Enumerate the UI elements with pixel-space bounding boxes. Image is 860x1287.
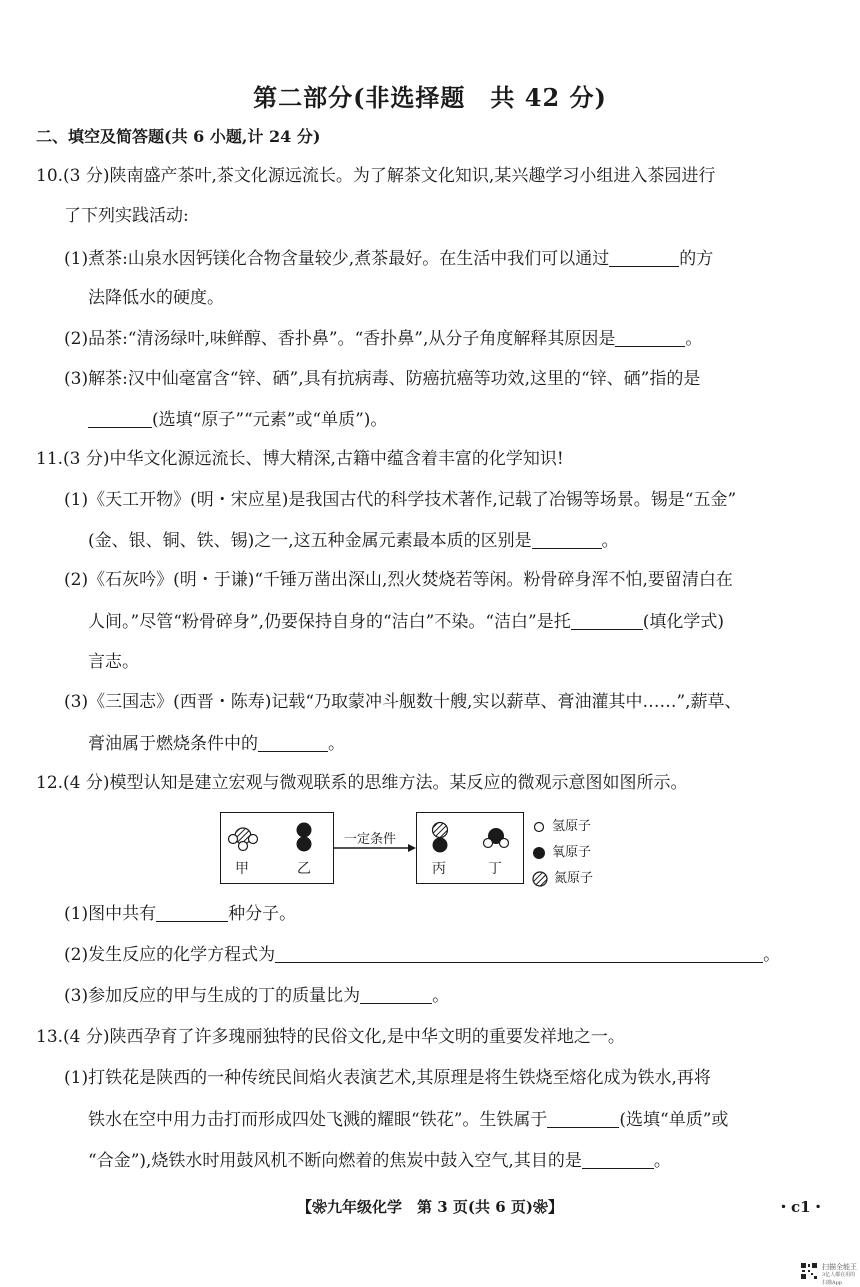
q12-sub2-text: (2)发生反应的化学方程式为 [64, 945, 276, 965]
hydrogen-atom-icon [229, 835, 238, 844]
watermark-line1: 扫描全能王 [822, 1263, 857, 1271]
molecule-o2 [297, 823, 312, 852]
atom-legend [532, 814, 593, 892]
q11-sub2-cont [88, 611, 724, 632]
q10-blank-2[interactable] [615, 328, 685, 347]
q10-blank-3[interactable] [88, 409, 152, 428]
q10-sub1-cont: 法降低水的硬度。 [88, 288, 224, 308]
q13-sub1-end [88, 1150, 671, 1171]
q13-blank-2[interactable] [582, 1150, 654, 1169]
q10-sub2-text: (2)品茶:“清汤绿叶,味鲜醇、香扑鼻”。“香扑鼻”,从分子角度解释其原因是 [64, 329, 616, 349]
qr-code-icon [800, 1262, 818, 1280]
q12-sub3 [64, 985, 449, 1006]
q11-sub1-text: (金、银、铜、铁、锡)之一,这五种金属元素最本质的区别是 [88, 531, 532, 551]
q12-blank-1[interactable] [156, 903, 228, 922]
scanner-watermark [822, 1263, 860, 1287]
q11-sub1: (1)《天工开物》(明・宋应星)是我国古代的科学技术著作,记载了冶锡等场景。锡是“五金” [64, 490, 737, 510]
q11-sub1-cont [88, 530, 619, 551]
q10-sub1-text: (1)煮茶:山泉水因钙镁化合物含量较少,煮茶最好。在生活中我们可以通过 [64, 249, 610, 269]
q11-sub1-tail: 。 [601, 531, 619, 551]
q11-sub3-cont [88, 733, 345, 754]
q11-sub2-end: 言志。 [88, 652, 139, 672]
hydrogen-legend-icon [532, 820, 546, 834]
q11-blank-3[interactable] [258, 733, 328, 752]
q13-stem: 13.(4 分)陕西孕育了许多瑰丽独特的民俗文化,是中华文明的重要发祥地之一。 [36, 1027, 625, 1047]
legend-oxygen [532, 840, 593, 866]
q12-blank-3[interactable] [360, 985, 432, 1004]
q11-blank-1[interactable] [532, 530, 602, 549]
hydrogen-atom-icon [249, 835, 258, 844]
q13-sub1-tail2: 。 [653, 1151, 671, 1171]
oxygen-atom-icon [297, 837, 312, 852]
q10-sub2 [64, 328, 702, 349]
nitrogen-legend-icon [532, 871, 548, 887]
q13-sub1-cont [88, 1109, 728, 1130]
label-yi: 乙 [297, 861, 311, 877]
molecule-nh3 [229, 828, 258, 851]
q11-sub3-text: 膏油属于燃烧条件中的 [88, 734, 258, 754]
legend-hydrogen-label: 氢原子 [552, 819, 592, 834]
q13-blank-1[interactable] [547, 1109, 619, 1128]
q10-sub3-tail: (选填“原子”“元素”或“单质”)。 [152, 410, 388, 430]
label-ding: 丁 [488, 861, 502, 877]
q13-sub1-text2: “合金”),烧铁水时用鼓风机不断向燃着的焦炭中鼓入空气,其目的是 [88, 1151, 582, 1171]
q12-sub1 [64, 903, 296, 924]
watermark-line2: 3亿人都在用的扫描App [822, 1272, 856, 1286]
q11-sub3-tail: 。 [328, 734, 345, 754]
q11-stem: 11.(3 分)中华文化源远流长、博大精深,古籍中蕴含着丰富的化学知识! [36, 449, 564, 469]
q12-blank-2[interactable] [275, 944, 763, 963]
q12-sub3-text: (3)参加反应的甲与生成的丁的质量比为 [64, 986, 361, 1006]
footer-mark: ・c1・ [776, 1198, 826, 1216]
legend-oxygen-label: 氧原子 [552, 845, 592, 860]
q10-stem: 10.(3 分)陕南盛产茶叶,茶文化源远流长。为了解茶文化知识,某兴趣学习小组进入茶园进行 [36, 166, 716, 186]
oxygen-atom-icon [297, 823, 312, 838]
part-title: 第二部分(非选择题 共 42 分) [253, 83, 607, 112]
q10-sub1-tail: 的方 [679, 249, 714, 269]
q13-sub1-tail: (选填“单质”或 [619, 1110, 729, 1130]
q10-sub1 [64, 248, 713, 269]
q10-sub3-cont [88, 409, 387, 430]
q11-sub2-tail: (填化学式) [642, 612, 725, 632]
q12-sub2 [64, 944, 780, 965]
section-title: 二、填空及简答题(共 6 小题,计 24 分) [36, 127, 321, 146]
arrow-condition-label: 一定条件 [344, 832, 397, 847]
legend-hydrogen [532, 814, 593, 840]
q11-blank-2[interactable] [571, 611, 643, 630]
q10-stem-cont: 了下列实践活动: [64, 206, 189, 226]
q12-sub3-tail: 。 [432, 986, 450, 1006]
q12-sub2-tail: 。 [763, 945, 781, 965]
q10-blank-1[interactable] [609, 248, 679, 267]
q11-sub3: (3)《三国志》(西晋・陈寿)记载“乃取蒙冲斗舰数十艘,实以薪草、膏油灌其中……”,薪草、 [64, 692, 742, 712]
legend-nitrogen-label: 氮原子 [554, 871, 594, 886]
q13-sub1-text: 铁水在空中用力击打而形成四处飞溅的耀眼“铁花”。生铁属于 [88, 1110, 548, 1130]
q11-sub2: (2)《石灰吟》(明・于谦)“千锤万凿出深山,烈火焚烧若等闲。粉骨碎身浑不怕,要留清白在 [64, 570, 733, 590]
arrow-head-icon [408, 844, 416, 852]
hydrogen-atom-icon [239, 842, 248, 851]
q10-sub3: (3)解茶:汉中仙毫富含“锌、硒”,具有抗病毒、防癌抗癌等功效,这里的“锌、硒”指的是 [64, 369, 701, 389]
legend-nitrogen [532, 866, 593, 892]
q12-stem: 12.(4 分)模型认知是建立宏观与微观联系的思维方法。某反应的微观示意图如图所示。 [36, 773, 688, 793]
oxygen-legend-icon [532, 846, 546, 860]
label-bing: 丙 [432, 861, 446, 877]
q11-sub2-text: 人间。”尽管“粉骨碎身”,仍要保持自身的“洁白”不染。“洁白”是托 [88, 612, 571, 632]
q12-sub1-tail: 种分子。 [228, 904, 297, 924]
q10-sub2-tail: 。 [685, 329, 703, 349]
q12-sub1-text: (1)图中共有 [64, 904, 157, 924]
label-jia: 甲 [235, 861, 249, 877]
page-footer: 【❀九年级化学 第 3 页(共 6 页)❀】 [297, 1198, 563, 1216]
q13-sub1: (1)打铁花是陕西的一种传统民间焰火表演艺术,其原理是将生铁烧至熔化成为铁水,再将 [64, 1068, 711, 1088]
